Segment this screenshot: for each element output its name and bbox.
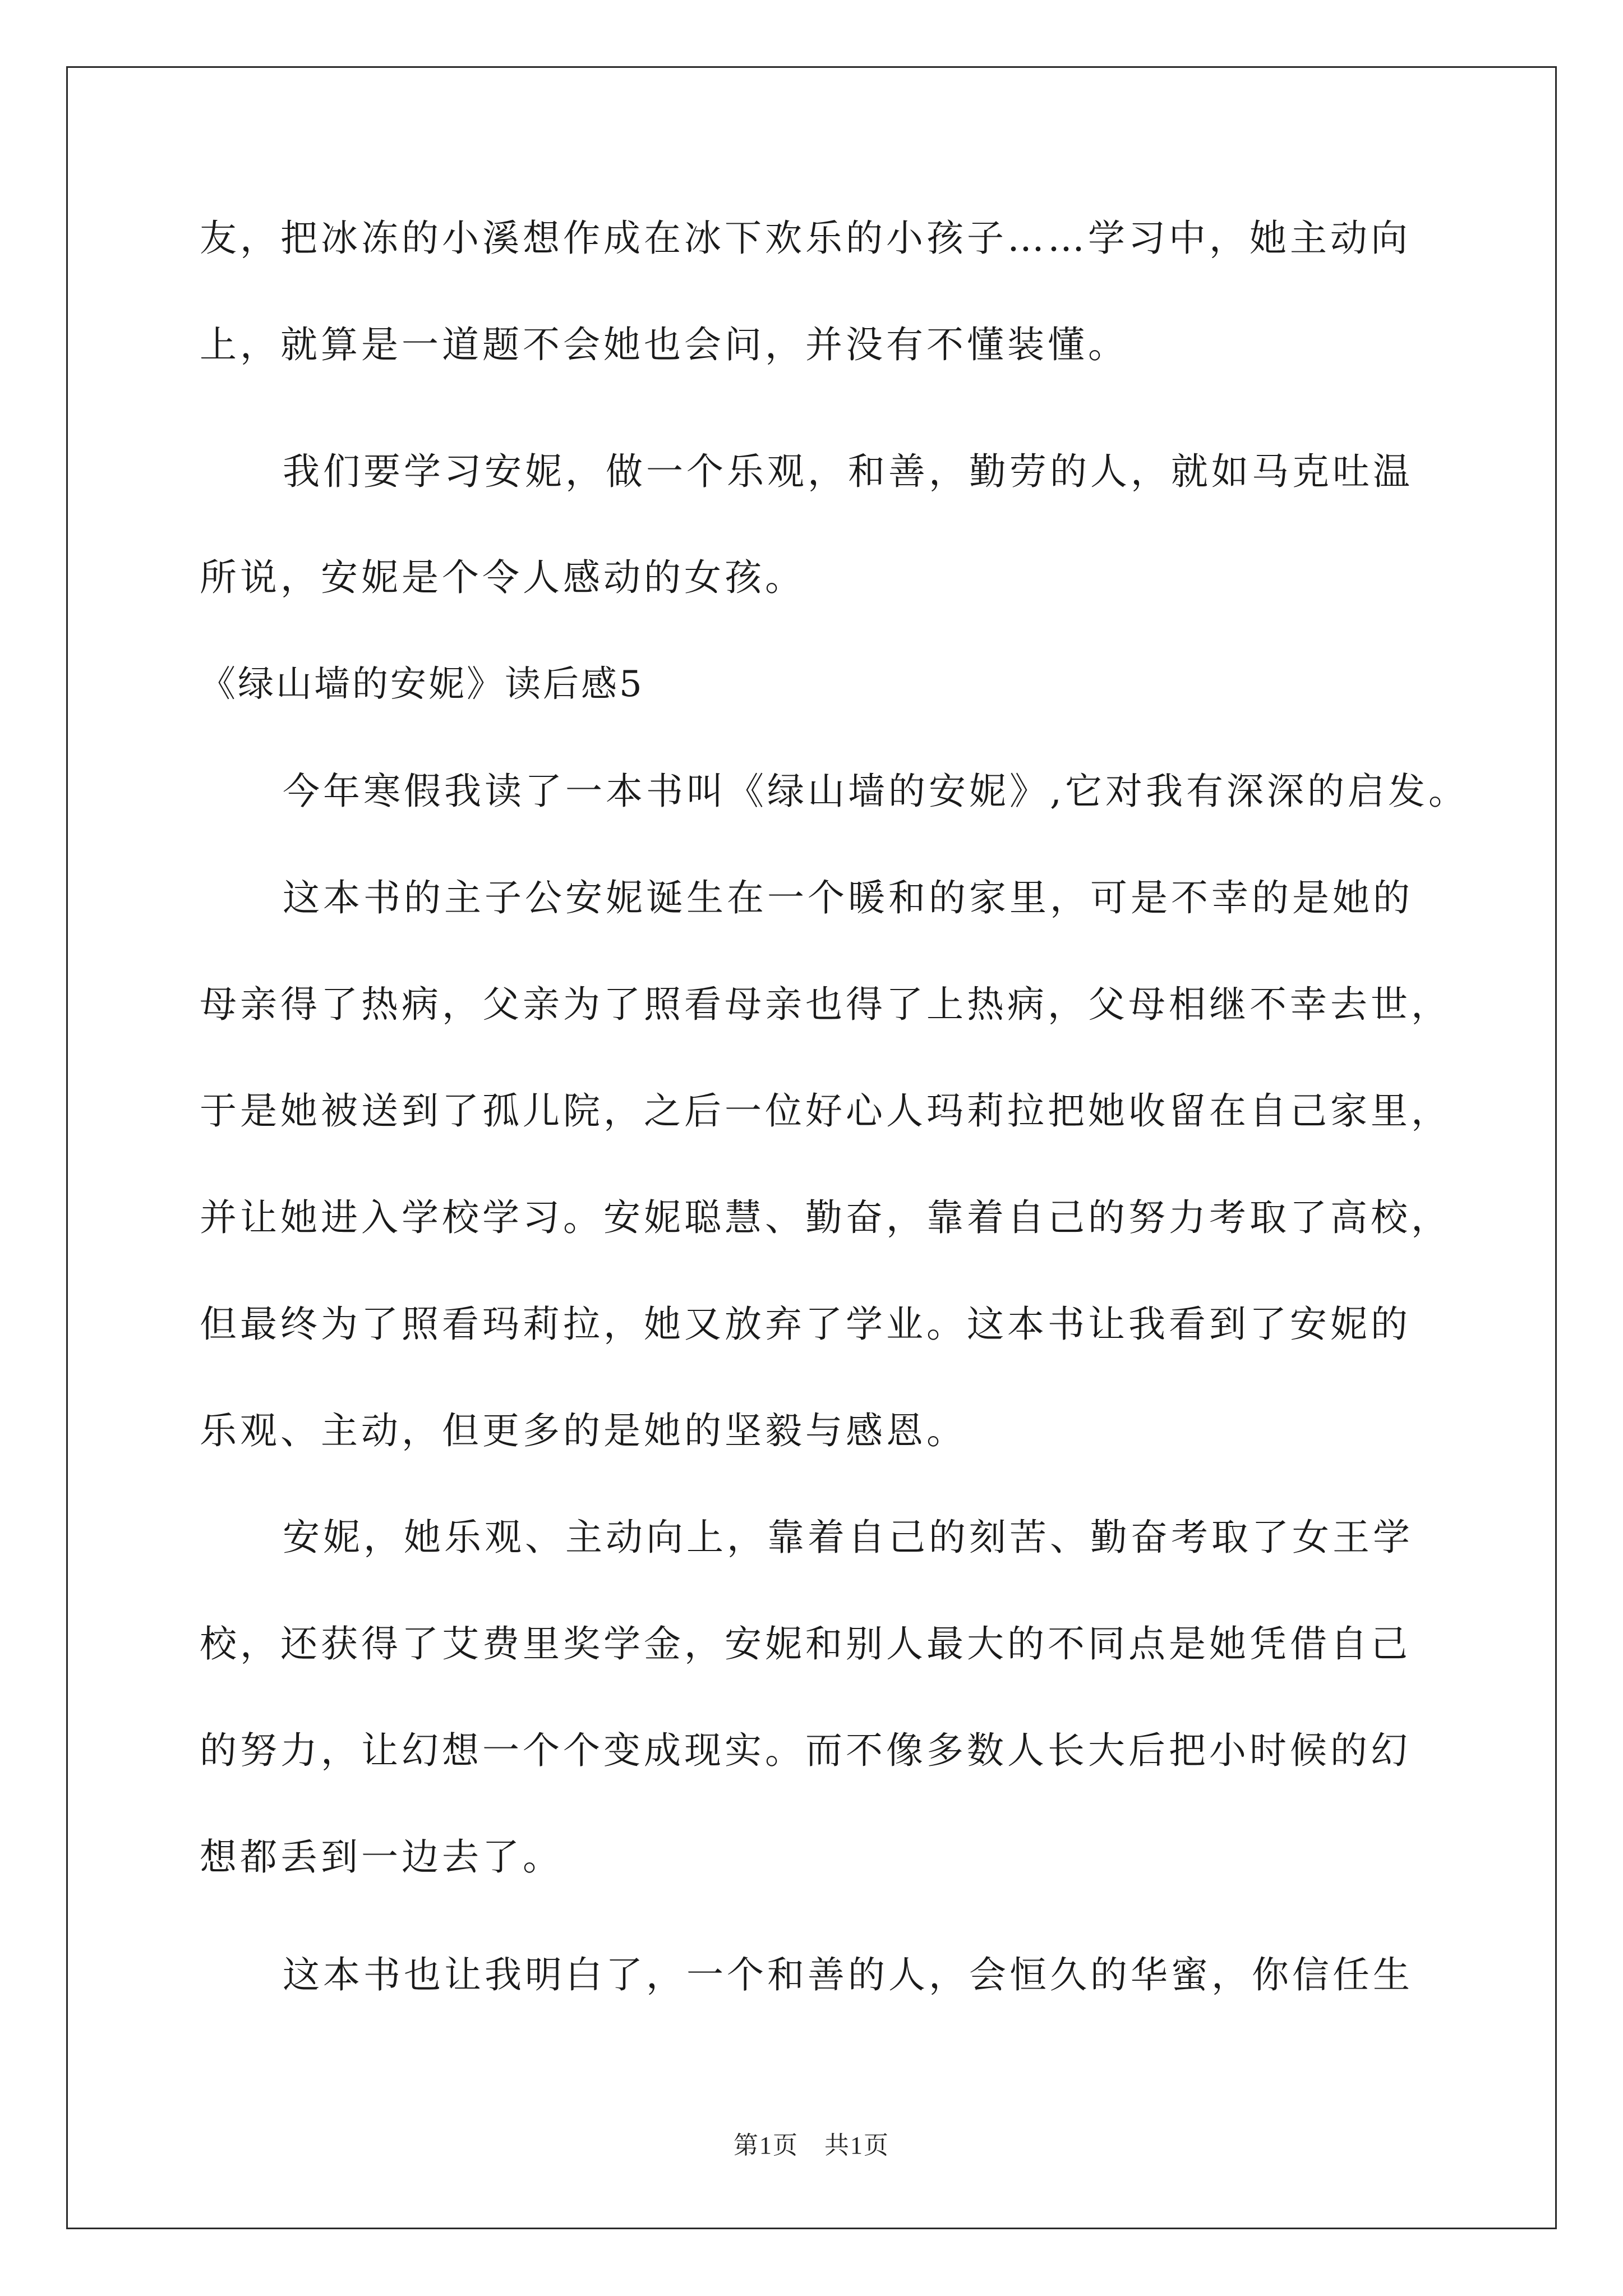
text-line-9: 于是她被送到了孤儿院，之后一位好心人玛莉拉把她收留在自己家里，: [200, 1089, 1451, 1133]
text-line-13: 安妮，她乐观、主动向上，靠着自己的刻苦、勤奋考取了女王学: [283, 1516, 1413, 1559]
text-line-2: 上，就算是一道题不会她也会问，并没有不懂装懂。: [200, 323, 1128, 366]
text-line-3: 我们要学习安妮，做一个乐观，和善，勤劳的人，就如马克吐温: [283, 450, 1413, 493]
text-line-8: 母亲得了热病，父亲为了照看母亲也得了上热病，父母相继不幸去世，: [200, 983, 1451, 1026]
text-line-10: 并让她进入学校学习。安妮聪慧、勤奋，靠着自己的努力考取了高校，: [200, 1196, 1451, 1239]
text-line-1: 友，把冰冻的小溪想作成在冰下欢乐的小孩子……学习中，她主动向: [200, 217, 1411, 260]
section-heading: 《绿山墙的安妮》读后感5: [200, 664, 644, 705]
text-line-12: 乐观、主动，但更多的是她的坚毅与感恩。: [200, 1409, 967, 1452]
text-line-11: 但最终为了照看玛莉拉，她又放弃了学业。这本书让我看到了安妮的: [200, 1303, 1411, 1346]
text-line-6: 今年寒假我读了一本书叫《绿山墙的安妮》,它对我有深深的启发。: [283, 770, 1469, 813]
text-line-16: 想都丢到一边去了。: [200, 1835, 563, 1879]
page-border: [66, 66, 1557, 2229]
text-line-15: 的努力，让幻想一个个变成现实。而不像多数人长大后把小时候的幻: [200, 1729, 1411, 1772]
text-line-7: 这本书的主子公安妮诞生在一个暖和的家里，可是不幸的是她的: [283, 876, 1413, 919]
text-line-4: 所说，安妮是个令人感动的女孩。: [200, 556, 805, 599]
page-number-footer: 第1页 共1页: [734, 2132, 889, 2159]
text-line-14: 校，还获得了艾费里奖学金，安妮和别人最大的不同点是她凭借自己: [200, 1622, 1411, 1665]
text-line-17: 这本书也让我明白了，一个和善的人，会恒久的华蜜，你信任生: [283, 1953, 1413, 1996]
